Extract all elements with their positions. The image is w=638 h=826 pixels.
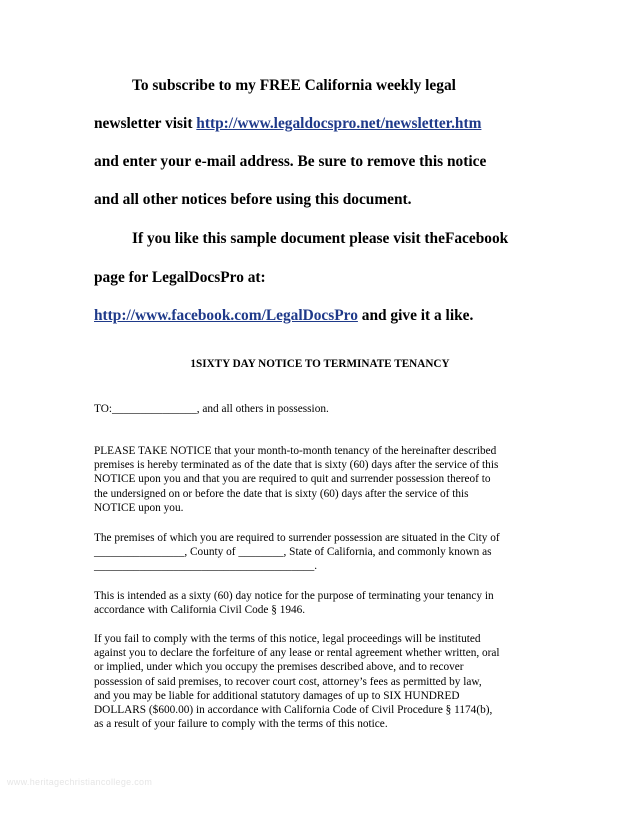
paragraph-line: against you to declare the forfeiture of any lease or rental agreement whether written, oral: [94, 647, 500, 660]
paragraph-line: and you may be liable for additional statutory damages of up to SIX HUNDRED: [94, 689, 460, 702]
watermark: www.heritagechristiancollege.com: [7, 777, 153, 787]
subscribe-line-3: and enter your e-mail address. Be sure to remove this notice: [94, 153, 487, 170]
paragraph-line: or implied, under which you occupy the premises described above, and to recover: [94, 661, 464, 674]
paragraph-premises: [94, 531, 554, 574]
paragraph-line: accordance with California Civil Code § 1946.: [94, 604, 306, 617]
paragraph-line: premises is hereby terminated as of the date that is sixty (60) days after the service of this: [94, 459, 499, 472]
paragraph-line: _______________________________________.: [94, 560, 318, 573]
facebook-line-1: If you like this sample document please visit theFacebook: [132, 230, 509, 247]
paragraph-line: DOLLARS ($600.00) in accordance with California Code of Civil Procedure § 1174(b),: [94, 704, 493, 717]
facebook-line-3: [94, 307, 473, 325]
paragraph-line: This is intended as a sixty (60) day notice for the purpose of terminating your tenancy in: [94, 590, 494, 602]
paragraph-legal-proceedings: [94, 632, 554, 731]
subscribe-line-2: [94, 115, 481, 133]
document-title: 1SIXTY DAY NOTICE TO TERMINATE TENANCY: [190, 358, 450, 370]
paragraph-line: NOTICE upon you and that you are required to quit and surrender possession thereof to: [94, 473, 491, 486]
subscribe-line-2-prefix: newsletter visit: [94, 115, 197, 132]
facebook-line-3-suffix: and give it a like.: [357, 307, 474, 324]
paragraph-line: as a result of your failure to comply with the terms of this notice.: [94, 718, 388, 731]
paragraph-line: possession of said premises, to recover court cost, attorney’s fees as permitted by law,: [94, 675, 482, 688]
facebook-link[interactable]: http://www.facebook.com/LegalDocsPro: [94, 307, 358, 324]
to-line-text: TO:_______________, and all others in possession.: [94, 403, 329, 415]
paragraph-line: If you fail to comply with the terms of this notice, legal proceedings will be instituted: [94, 633, 481, 645]
paragraph-line: ________________, County of ________, State of California, and commonly known as: [94, 546, 492, 559]
paragraph-notice: [94, 444, 554, 515]
paragraph-intent: [94, 589, 554, 617]
paragraph-line: The premises of which you are required to surrender possession are situated in the City of: [94, 532, 500, 544]
paragraph-line: NOTICE upon you.: [94, 501, 184, 514]
newsletter-link[interactable]: http://www.legaldocspro.net/newsletter.htm: [196, 115, 482, 132]
paragraph-line: PLEASE TAKE NOTICE that your month-to-month tenancy of the hereinafter described: [94, 445, 497, 457]
facebook-line-2: page for LegalDocsPro at:: [94, 269, 266, 286]
subscribe-line-1: To subscribe to my FREE California weekly legal: [132, 77, 456, 94]
paragraph-line: the undersigned on or before the date that is sixty (60) days after the service of this: [94, 487, 469, 500]
to-line: [94, 402, 554, 416]
subscribe-line-4: and all other notices before using this document.: [94, 191, 412, 208]
